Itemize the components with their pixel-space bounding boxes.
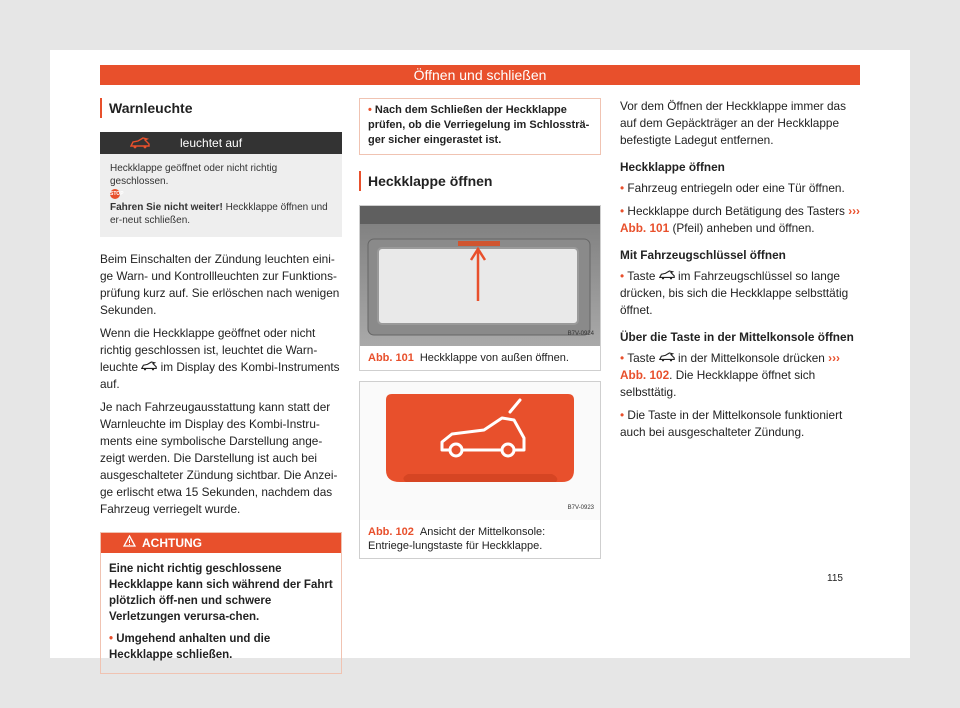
figure-102-link[interactable]: ››› Abb. 102 [620,351,840,382]
lamp-text-2: Heckklappe öffnen und er-neut schließen. [110,202,328,226]
warning-text: Eine nicht richtig geschlossene Heckklappe kann sich während der Fahrt plötzlich öff-nen und schwere Verletzungen verursa-chen. [109,563,333,623]
warning-body [101,553,341,673]
figure-code: B7V-0923 [567,505,594,511]
step-1 [620,180,860,197]
warning-triangle-icon [123,535,136,552]
tailgate-icon [659,269,675,283]
warning-title: ACHTUNG [142,535,202,550]
bullet-icon: • [620,269,625,283]
stop-icon: STOP [110,191,124,198]
step-4-text-b: in der Mittelkonsole drücken [674,351,829,365]
warning-lamp-box [100,132,342,237]
column-left [100,92,342,674]
figure-102 [359,381,601,559]
step-5 [620,407,860,441]
bullet-icon: • [620,204,625,218]
warning-lamp-header [100,132,342,154]
bullet-icon: • [620,351,625,365]
figure-101 [359,205,601,371]
hint-text: Nach dem Schließen der Heckklappe prüfen, ob die Verriegelung im Schlossträ-ger sicher eingerastet ist. [368,104,590,146]
paragraph-2 [100,325,342,393]
subheading-open: Heckklappe öffnen [620,160,725,174]
column-middle [359,92,601,559]
figure-label: Abb. 101 [368,352,414,364]
step-4 [620,350,860,401]
figure-caption-text: Ansicht der Mittelkonsole: Entriege-lungstaste für Heckklappe. [368,526,546,552]
step-5-text: Die Taste in der Mittelkonsole funktioniert auch bei ausgeschalteter Zündung. [620,408,843,439]
figure-101-link[interactable]: ››› Abb. 101 [620,204,860,235]
section-title-heckklappe: Heckklappe öffnen [359,171,601,191]
column-right [620,92,860,447]
lamp-text: Heckklappe geöffnet oder nicht richtig geschlossen. [110,163,278,187]
hint-box [359,98,601,155]
subheading-key: Mit Fahrzeugschlüssel öffnen [620,248,786,262]
warning-bullet [109,631,333,663]
figure-code: B7V-0924 [567,331,594,337]
warning-bullet-text: Umgehend anhalten und die Heckklappe schließen. [109,633,271,661]
tailgate-icon [141,360,157,374]
paragraph-2-part-b: im Display des Kombi-Instruments auf. [100,360,340,391]
warning-box [100,532,342,674]
step-4-text-c: . Die Heckklappe öffnet sich selbsttätig. [620,368,816,399]
step-1-text: Fahrzeug entriegeln oder eine Tür öffnen. [627,181,845,195]
manual-page [50,50,910,661]
paragraph-1: Beim Einschalten der Zündung leuchten eini-ge Warn- und Kontrollleuchten zur Funktions-prüfung kurz auf. Sie erlöschen nach wenigen Sekunden. [100,252,340,317]
paragraph-3: Je nach Fahrzeugausstattung kann statt der Warnleuchte im Display des Kombi-Instru-ments eine symbolische Darstellung ange-zeigt werden. Die Darstellung ist auch bei ausgeschalteter Zündung sichtbar. Die Anzei-ge erlischt etwa 15 Sekunden, nachdem das Fahrzeug verriegelt wurde. [100,400,338,516]
figure-label: Abb. 102 [368,526,414,538]
figure-caption [360,346,600,370]
intro-paragraph: Vor dem Öffnen der Heckklappe immer das auf dem Gepäckträger an der Heckklappe befestigte Ladegut entfernen. [620,99,846,147]
step-2 [620,203,860,237]
subheading-console: Über die Taste in der Mittelkonsole öffnen [620,330,854,344]
paragraph-2-part-a: Wenn die Heckklappe geöffnet oder nicht richtig geschlossen ist, leuchtet die Warn-leuchte [100,326,318,374]
tailgate-warning-icon [100,137,180,149]
figure-caption-text: Heckklappe von außen öffnen. [419,352,569,364]
bullet-icon: • [620,408,625,422]
bullet-icon: • [620,181,625,195]
bullet-icon: • [368,104,372,116]
tailgate-exterior-image [360,206,600,346]
tailgate-icon [659,351,675,365]
lamp-state-label: leuchtet auf [180,135,243,150]
step-4-text-a: Taste [627,351,659,365]
step-3-text-b: im Fahrzeugschlüssel so lange drücken, bis sich die Heckklappe selbsttätig öffnet. [620,269,849,317]
step-2-text-a: Heckklappe durch Betätigung des Tasters [627,204,849,218]
step-3-text-a: Taste [627,269,659,283]
step-3 [620,268,860,319]
console-button-image [360,382,600,520]
chapter-header: Öffnen und schließen [100,65,860,85]
lamp-bold-text: Fahren Sie nicht weiter! [110,202,223,213]
figure-caption [360,520,600,558]
warning-header [101,533,341,553]
section-title-warnleuchte: Warnleuchte [100,98,342,118]
page-number: 115 [827,573,843,584]
bullet-icon: • [109,633,114,645]
step-2-text-b: (Pfeil) anheben und öffnen. [669,221,815,235]
warning-lamp-description [100,154,342,237]
